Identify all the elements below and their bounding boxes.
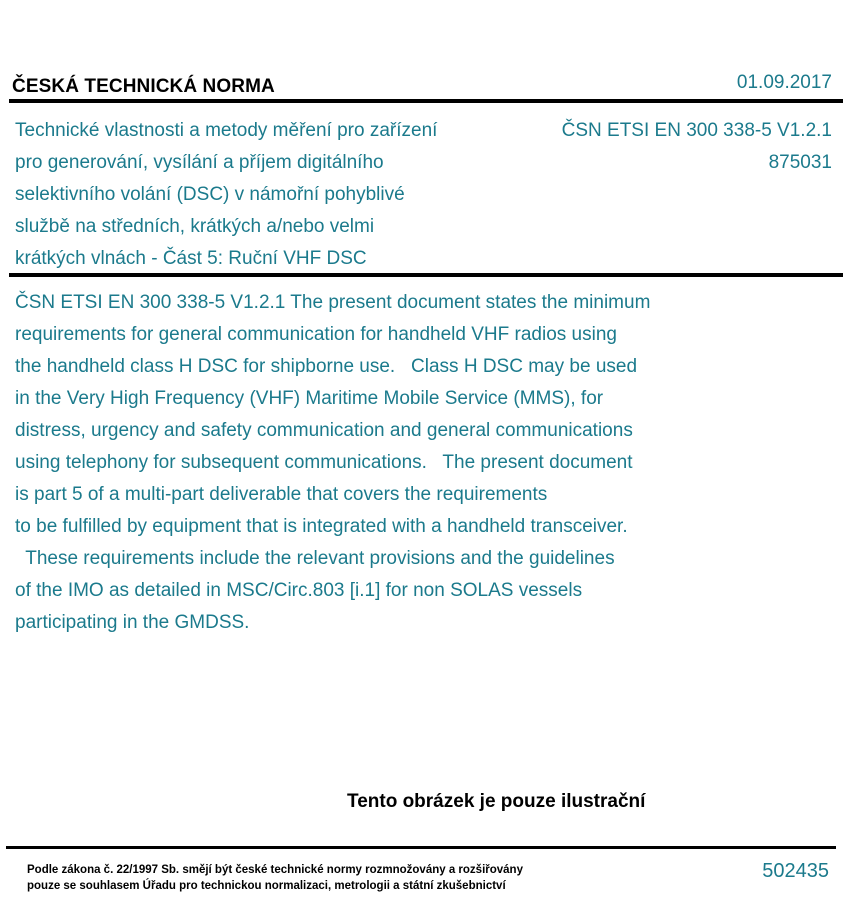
abstract-text <box>15 287 650 639</box>
abstract-line: requirements for general communication for handheld VHF radios using <box>15 324 617 345</box>
standard-designation: ČSN ETSI EN 300 338-5 V1.2.1 <box>561 120 832 141</box>
legal-notice <box>27 862 523 894</box>
abstract-line: participating in the GMDSS. <box>15 612 250 633</box>
illustration-disclaimer: Tento obrázek je pouze ilustrační <box>347 791 646 812</box>
norm-header-title: ČESKÁ TECHNICKÁ NORMA <box>12 76 275 97</box>
legal-notice-line: pouze se souhlasem Úřadu pro technickou normalizaci, metrologii a státní zkušebnictví <box>27 880 506 892</box>
abstract-line: to be fulfilled by equipment that is integrated with a handheld transceiver. <box>15 516 628 537</box>
document-number: 502435 <box>762 860 829 882</box>
abstract-line: in the Very High Frequency (VHF) Maritime Mobile Service (MMS), for <box>15 388 604 409</box>
standard-title-line: krátkých vlnách - Část 5: Ruční VHF DSC <box>15 248 367 269</box>
catalog-number: 875031 <box>768 152 832 173</box>
legal-notice-line: Podle zákona č. 22/1997 Sb. smějí být české technické normy rozmnožovány a rozšiřovány <box>27 864 523 876</box>
footer-divider <box>6 846 836 849</box>
publication-date: 01.09.2017 <box>736 72 832 93</box>
abstract-line: is part 5 of a multi-part deliverable that covers the requirements <box>15 484 548 505</box>
standard-title-line: Technické vlastnosti a metody měření pro zařízení <box>15 120 438 141</box>
abstract-line: using telephony for subsequent communications. The present document <box>15 452 633 473</box>
abstract-line: of the IMO as detailed in MSC/Circ.803 [i.1] for non SOLAS vessels <box>15 580 583 601</box>
title-divider <box>9 273 843 277</box>
standard-identifiers <box>562 115 832 179</box>
abstract-line: the handheld class H DSC for shipborne use. Class H DSC may be used <box>15 356 638 377</box>
header-divider <box>9 99 843 103</box>
standard-title-line: selektivního volání (DSC) v námořní pohyblivé <box>15 184 405 205</box>
abstract-line: These requirements include the relevant provisions and the guidelines <box>15 548 615 569</box>
standard-title-line: službě na středních, krátkých a/nebo velmi <box>15 216 375 237</box>
abstract-line: ČSN ETSI EN 300 338-5 V1.2.1 The present document states the minimum <box>15 292 651 313</box>
standard-title-line: pro generování, vysílání a příjem digitálního <box>15 152 384 173</box>
abstract-line: distress, urgency and safety communication and general communications <box>15 420 633 441</box>
standard-title <box>15 115 437 275</box>
